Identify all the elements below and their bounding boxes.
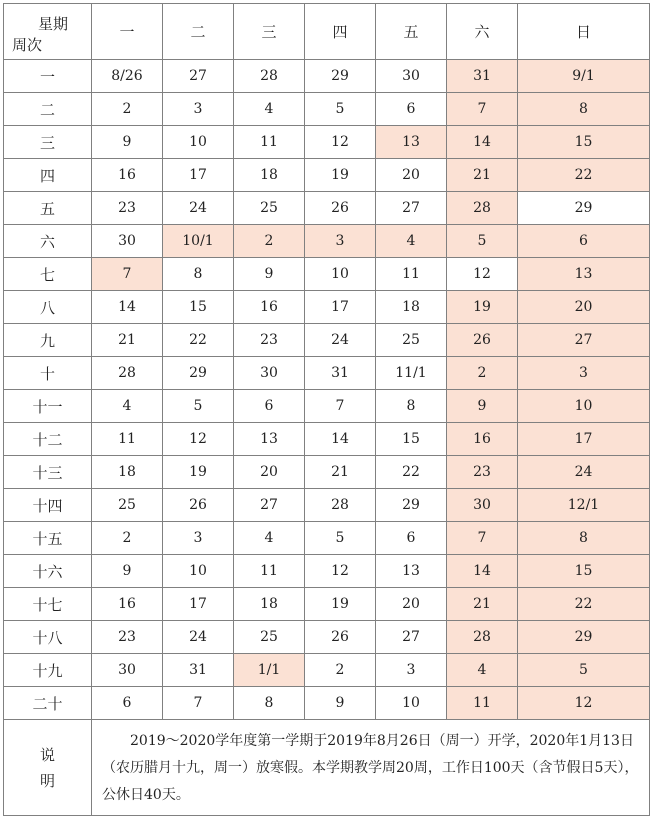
week-row: [4, 489, 650, 522]
date-cell: 27: [376, 192, 447, 225]
date-cell: 19: [305, 159, 376, 192]
date-cell: 4: [234, 93, 305, 126]
date-cell: 7: [305, 390, 376, 423]
date-cell: 27: [376, 621, 447, 654]
date-cell: 11: [234, 126, 305, 159]
date-cell-holiday: 5: [447, 225, 518, 258]
date-cell: 29: [163, 357, 234, 390]
header-day-wed: 三: [234, 4, 305, 60]
date-cell-holiday: 12/1: [518, 489, 650, 522]
date-cell: 14: [305, 423, 376, 456]
date-cell: 23: [234, 324, 305, 357]
date-cell-holiday: 20: [518, 291, 650, 324]
week-row: [4, 192, 650, 225]
header-day-tue: 二: [163, 4, 234, 60]
semester-calendar-table: [3, 3, 650, 816]
week-row: [4, 93, 650, 126]
date-cell: 21: [305, 456, 376, 489]
date-cell: 6: [234, 390, 305, 423]
date-cell-holiday: 15: [518, 126, 650, 159]
date-cell: 5: [305, 522, 376, 555]
week-number-cell: 十四: [4, 489, 92, 522]
date-cell-holiday: 3: [305, 225, 376, 258]
week-number-cell: 十二: [4, 423, 92, 456]
week-row: [4, 126, 650, 159]
week-number-cell: 十六: [4, 555, 92, 588]
week-row: [4, 456, 650, 489]
date-cell-holiday: 5: [518, 654, 650, 687]
date-cell-holiday: 3: [518, 357, 650, 390]
date-cell: 14: [92, 291, 163, 324]
date-cell: 2: [92, 93, 163, 126]
date-cell: 17: [163, 159, 234, 192]
date-cell: 16: [234, 291, 305, 324]
date-cell: 4: [234, 522, 305, 555]
date-cell-holiday: 7: [92, 258, 163, 291]
date-cell: 8: [376, 390, 447, 423]
date-cell: 10: [376, 687, 447, 720]
date-cell-holiday: 8: [518, 93, 650, 126]
date-cell-holiday: 9/1: [518, 60, 650, 93]
calendar-body: [4, 60, 650, 720]
week-row: [4, 258, 650, 291]
date-cell: 21: [92, 324, 163, 357]
week-number-cell: 十七: [4, 588, 92, 621]
date-cell: 19: [163, 456, 234, 489]
date-cell-holiday: 7: [447, 522, 518, 555]
date-cell-holiday: 13: [518, 258, 650, 291]
date-cell: 20: [376, 159, 447, 192]
date-cell: 10: [163, 555, 234, 588]
date-cell-holiday: 26: [447, 324, 518, 357]
date-cell-holiday: 9: [447, 390, 518, 423]
week-number-cell: 一: [4, 60, 92, 93]
date-cell: 6: [92, 687, 163, 720]
date-cell: 9: [234, 258, 305, 291]
date-cell-holiday: 17: [518, 423, 650, 456]
week-row: [4, 357, 650, 390]
date-cell: 5: [305, 93, 376, 126]
note-label-cell: [4, 720, 92, 816]
date-cell: 10: [305, 258, 376, 291]
date-cell: 18: [376, 291, 447, 324]
date-cell-holiday: 22: [518, 159, 650, 192]
date-cell-holiday: 8: [518, 522, 650, 555]
date-cell: 30: [92, 225, 163, 258]
week-row: [4, 621, 650, 654]
date-cell-holiday: 6: [518, 225, 650, 258]
week-number-cell: 七: [4, 258, 92, 291]
date-cell-holiday: 22: [518, 588, 650, 621]
date-cell: 28: [305, 489, 376, 522]
date-cell: 17: [305, 291, 376, 324]
date-cell: 15: [163, 291, 234, 324]
date-cell: 19: [305, 588, 376, 621]
date-cell: 25: [234, 192, 305, 225]
date-cell: 11: [376, 258, 447, 291]
date-cell: 9: [92, 126, 163, 159]
week-number-cell: 十九: [4, 654, 92, 687]
date-cell: 24: [305, 324, 376, 357]
week-number-cell: 六: [4, 225, 92, 258]
week-number-cell: 十五: [4, 522, 92, 555]
date-cell-holiday: 31: [447, 60, 518, 93]
date-cell: 24: [163, 192, 234, 225]
date-cell-holiday: 27: [518, 324, 650, 357]
date-cell: 27: [234, 489, 305, 522]
date-cell-holiday: 21: [447, 588, 518, 621]
date-cell-holiday: 30: [447, 489, 518, 522]
date-cell: 5: [163, 390, 234, 423]
date-cell: 6: [376, 93, 447, 126]
date-cell: 27: [163, 60, 234, 93]
week-row: [4, 654, 650, 687]
week-row: [4, 225, 650, 258]
date-cell-holiday: 7: [447, 93, 518, 126]
date-cell: 26: [305, 192, 376, 225]
date-cell-holiday: 12: [518, 687, 650, 720]
week-number-cell: 十八: [4, 621, 92, 654]
date-cell-holiday: 2: [234, 225, 305, 258]
date-cell: 18: [234, 159, 305, 192]
date-cell-holiday: 13: [376, 126, 447, 159]
date-cell-holiday: 10: [518, 390, 650, 423]
header-day-mon: 一: [92, 4, 163, 60]
date-cell: 29: [376, 489, 447, 522]
week-number-cell: 二: [4, 93, 92, 126]
date-cell-holiday: 14: [447, 126, 518, 159]
date-cell: 3: [163, 93, 234, 126]
date-cell: 18: [92, 456, 163, 489]
date-cell: 13: [376, 555, 447, 588]
date-cell: 11: [234, 555, 305, 588]
date-cell: 18: [234, 588, 305, 621]
week-row: [4, 555, 650, 588]
note-row: [4, 720, 650, 816]
date-cell: 15: [376, 423, 447, 456]
date-cell-holiday: 21: [447, 159, 518, 192]
week-row: [4, 522, 650, 555]
date-cell: 26: [305, 621, 376, 654]
date-cell: 13: [234, 423, 305, 456]
date-cell: 25: [92, 489, 163, 522]
date-cell-holiday: 11: [447, 687, 518, 720]
date-cell: 12: [163, 423, 234, 456]
header-corner-cell: [4, 4, 92, 60]
date-cell: 2: [92, 522, 163, 555]
date-cell: 29: [518, 192, 650, 225]
week-number-cell: 二十: [4, 687, 92, 720]
note-label-line1: 说: [39, 745, 55, 764]
date-cell-holiday: 28: [447, 192, 518, 225]
date-cell-holiday: 14: [447, 555, 518, 588]
date-cell: 23: [92, 621, 163, 654]
date-cell: 12: [305, 555, 376, 588]
date-cell-holiday: 19: [447, 291, 518, 324]
date-cell-holiday: 2: [447, 357, 518, 390]
week-number-cell: 五: [4, 192, 92, 225]
week-number-cell: 四: [4, 159, 92, 192]
date-cell-holiday: 16: [447, 423, 518, 456]
week-row: [4, 159, 650, 192]
date-cell: 16: [92, 159, 163, 192]
week-number-cell: 九: [4, 324, 92, 357]
header-day-sun: 日: [518, 4, 650, 60]
date-cell: 25: [234, 621, 305, 654]
date-cell: 22: [163, 324, 234, 357]
date-cell-holiday: 4: [447, 654, 518, 687]
date-cell: 12: [305, 126, 376, 159]
date-cell: 3: [163, 522, 234, 555]
date-cell-holiday: 10/1: [163, 225, 234, 258]
note-text: 2019～2020学年度第一学期于2019年8月26日（周一）开学，2020年1月13日（农历腊月十九，周一）放寒假。本学期教学周20周，工作日100天（含节假日5天），公休日40天。: [92, 720, 650, 816]
date-cell: 31: [305, 357, 376, 390]
date-cell-holiday: 29: [518, 621, 650, 654]
week-number-cell: 十一: [4, 390, 92, 423]
date-cell: 8: [163, 258, 234, 291]
date-cell: 11: [92, 423, 163, 456]
date-cell: 31: [163, 654, 234, 687]
date-cell: 6: [376, 522, 447, 555]
week-row: [4, 390, 650, 423]
date-cell: 10: [163, 126, 234, 159]
header-week-caption: 周次: [12, 36, 43, 54]
week-row: [4, 588, 650, 621]
date-cell: 2: [305, 654, 376, 687]
date-cell: 4: [92, 390, 163, 423]
date-cell: 20: [376, 588, 447, 621]
date-cell: 17: [163, 588, 234, 621]
week-row: [4, 687, 650, 720]
date-cell-holiday: 15: [518, 555, 650, 588]
date-cell: 8/26: [92, 60, 163, 93]
week-number-cell: 十三: [4, 456, 92, 489]
date-cell: 22: [376, 456, 447, 489]
header-weekday-caption: 星期: [38, 15, 69, 33]
date-cell: 30: [92, 654, 163, 687]
week-row: [4, 60, 650, 93]
week-row: [4, 291, 650, 324]
note-label-line2: 明: [39, 771, 55, 790]
date-cell: 25: [376, 324, 447, 357]
date-cell: 30: [234, 357, 305, 390]
date-cell: 16: [92, 588, 163, 621]
header-day-sat: 六: [447, 4, 518, 60]
header-day-fri: 五: [376, 4, 447, 60]
date-cell: 28: [92, 357, 163, 390]
header-row: [4, 4, 650, 60]
header-day-thu: 四: [305, 4, 376, 60]
date-cell: 26: [163, 489, 234, 522]
date-cell-holiday: 23: [447, 456, 518, 489]
date-cell-holiday: 4: [376, 225, 447, 258]
date-cell: 30: [376, 60, 447, 93]
date-cell: 20: [234, 456, 305, 489]
week-number-cell: 八: [4, 291, 92, 324]
week-row: [4, 423, 650, 456]
date-cell: 9: [92, 555, 163, 588]
date-cell: 29: [305, 60, 376, 93]
week-number-cell: 十: [4, 357, 92, 390]
date-cell-holiday: 1/1: [234, 654, 305, 687]
date-cell-holiday: 28: [447, 621, 518, 654]
date-cell: 9: [305, 687, 376, 720]
date-cell: 23: [92, 192, 163, 225]
date-cell-holiday: 24: [518, 456, 650, 489]
date-cell: 12: [447, 258, 518, 291]
date-cell: 8: [234, 687, 305, 720]
week-row: [4, 324, 650, 357]
date-cell: 24: [163, 621, 234, 654]
date-cell: 3: [376, 654, 447, 687]
date-cell: 11/1: [376, 357, 447, 390]
week-number-cell: 三: [4, 126, 92, 159]
date-cell: 7: [163, 687, 234, 720]
date-cell: 28: [234, 60, 305, 93]
